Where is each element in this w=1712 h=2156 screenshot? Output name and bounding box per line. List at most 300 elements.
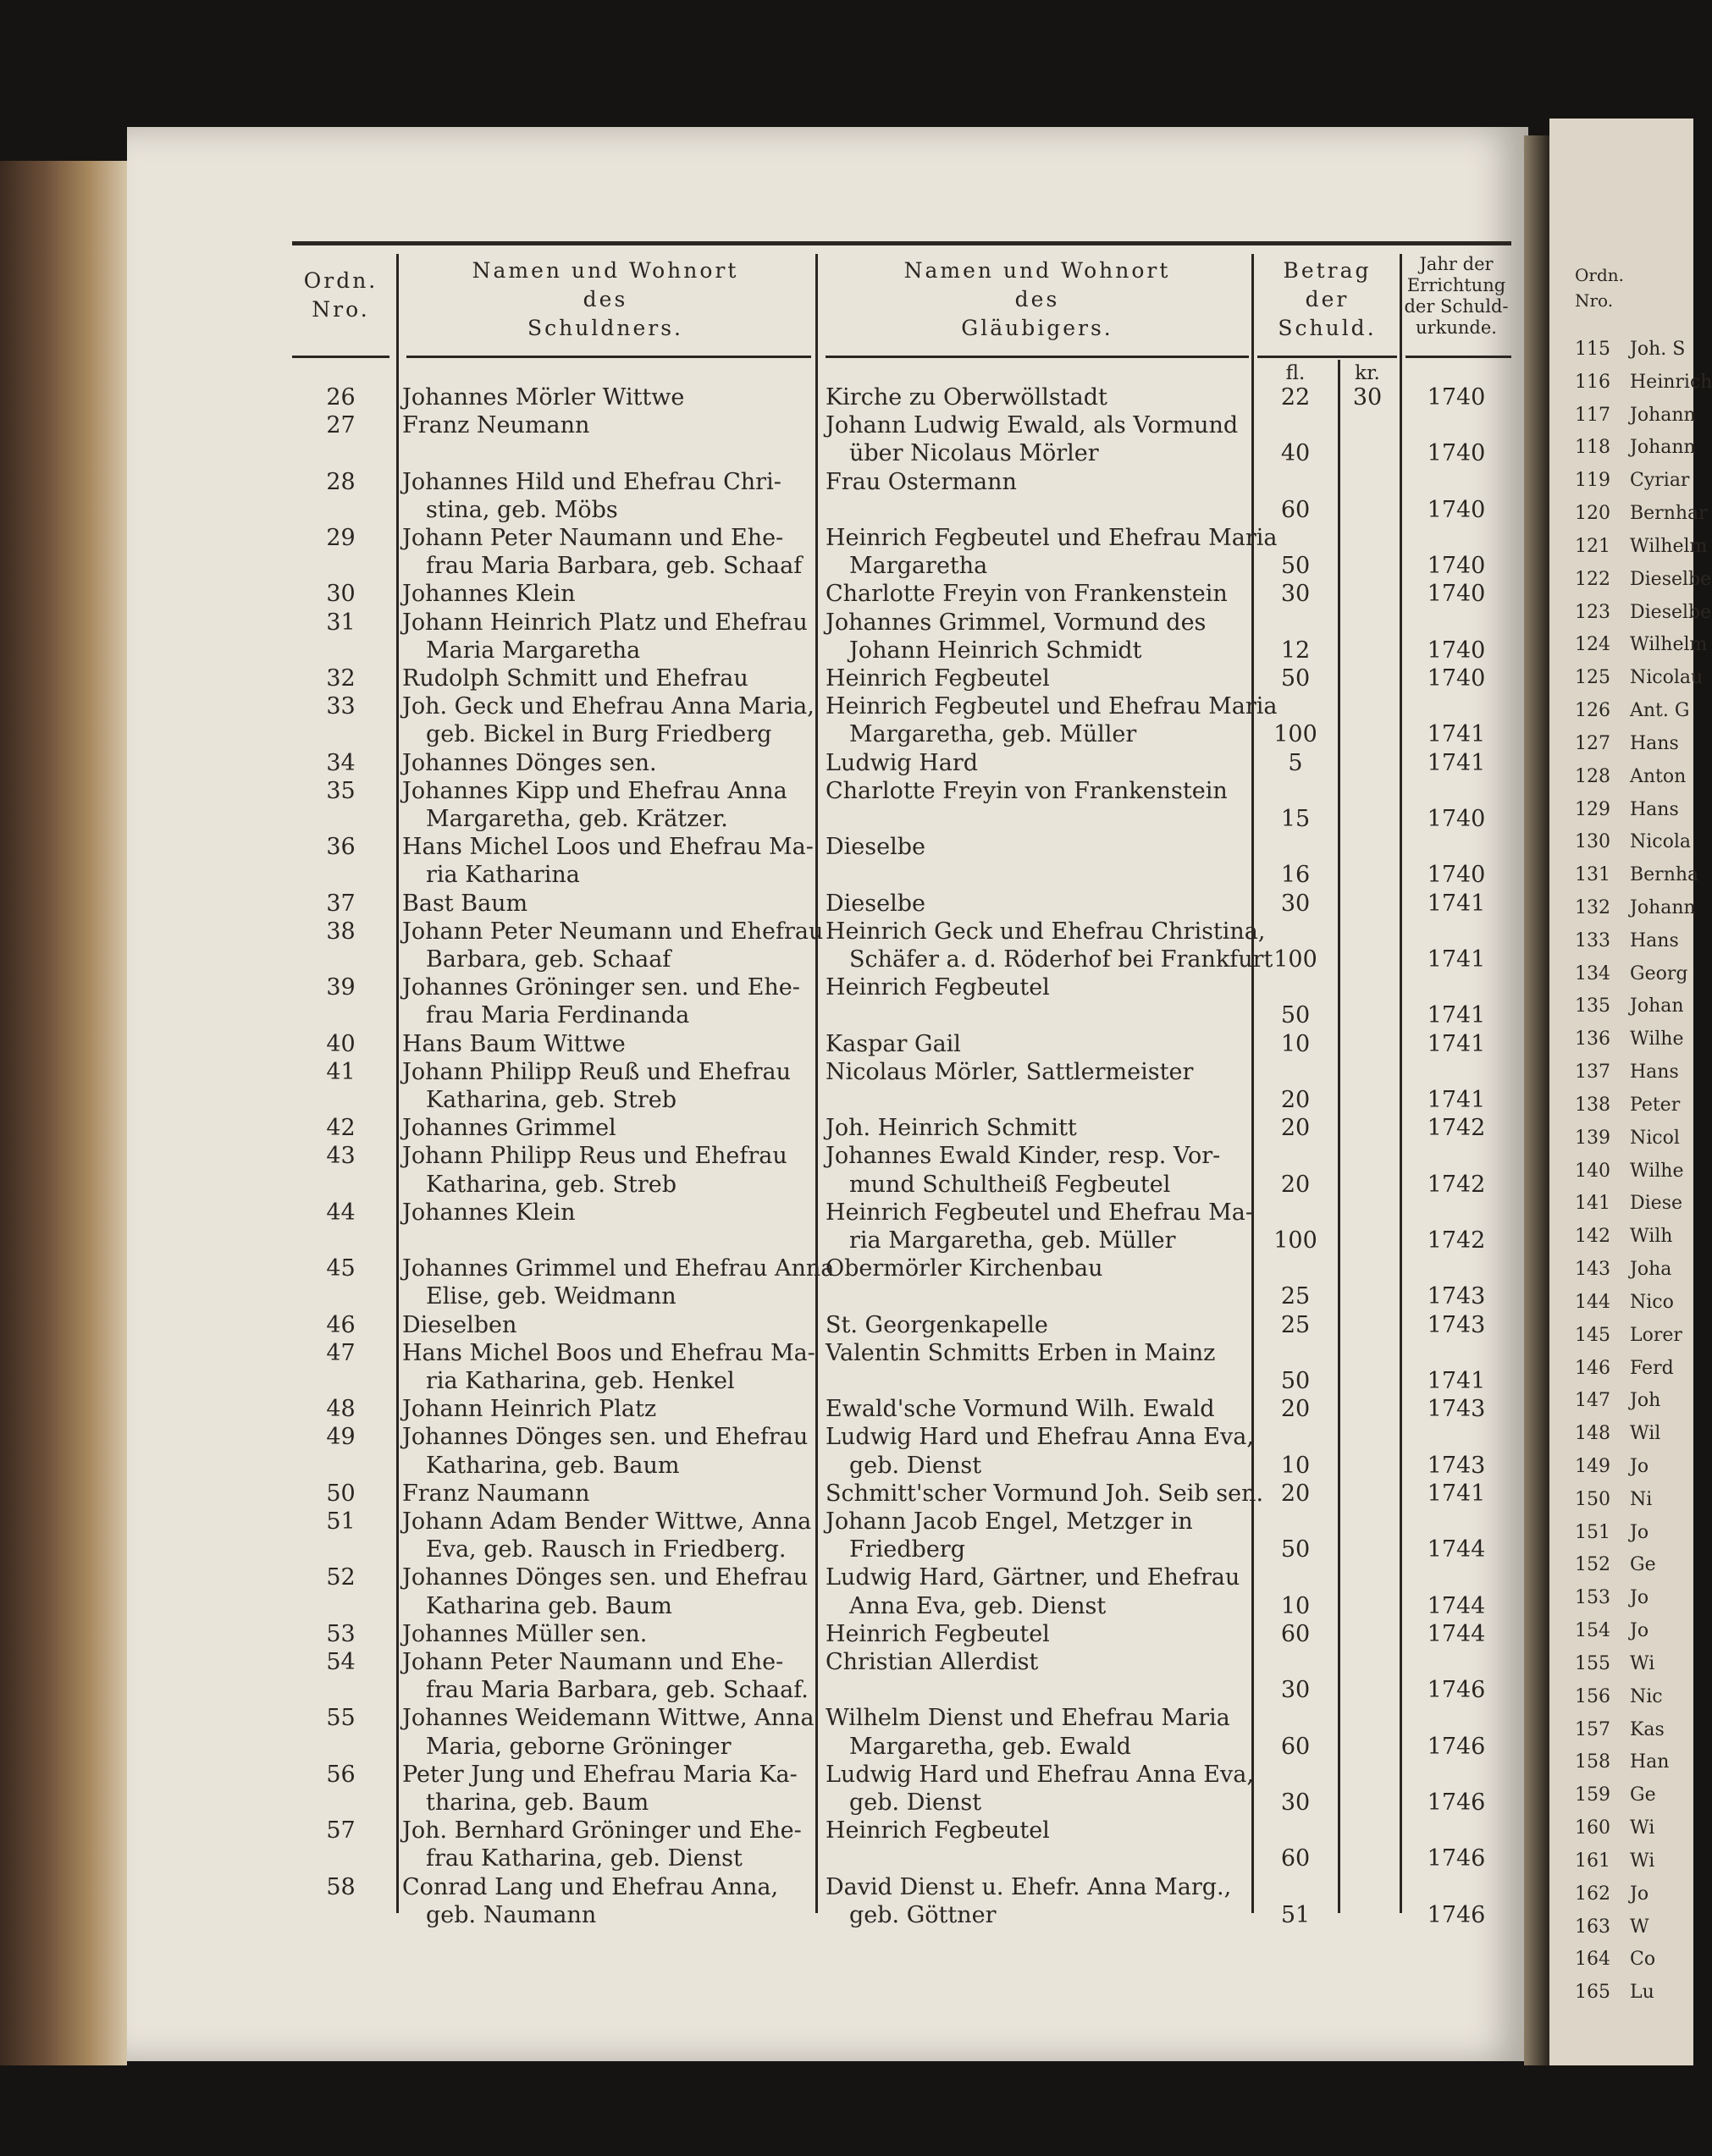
right-page-row-name: Hans (1630, 1061, 1679, 1084)
row-number: 52 (326, 1564, 356, 1591)
year-of-record: 1742 (1427, 1227, 1486, 1254)
header-betrag-line3: Schuld. (1278, 316, 1377, 340)
amount-gulden: 50 (1280, 1368, 1311, 1394)
amount-gulden: 100 (1273, 721, 1317, 748)
right-page-row-number: 148 (1575, 1423, 1610, 1445)
amount-gulden: 60 (1280, 1620, 1311, 1647)
debtor-name: Conrad Lang und Ehefrau Anna, (402, 1873, 779, 1900)
debtor-name: Johann Heinrich Platz und Ehefrau (402, 609, 808, 636)
right-page-row-name: Hans (1630, 732, 1679, 754)
creditor-name: St. Georgenkapelle (826, 1311, 1048, 1338)
creditor-name: Heinrich Fegbeutel (826, 1817, 1050, 1844)
right-page-row-number: 144 (1575, 1291, 1610, 1313)
creditor-name: Dieselbe (826, 890, 925, 917)
right-page-row-name: Wilhelm (1630, 634, 1708, 656)
creditor-name: Ludwig Hard, Gärtner, und Ehefrau (826, 1564, 1240, 1591)
creditor-name: Heinrich Fegbeutel und Ehefrau Ma- (826, 1199, 1253, 1226)
debtor-name: Johann Philipp Reuß und Ehefrau (402, 1058, 791, 1085)
header-fl: fl. (1285, 362, 1306, 384)
right-page-row-number: 116 (1575, 371, 1610, 393)
creditor-name: Schmitt'scher Vormund Joh. Seib sen. (826, 1480, 1264, 1507)
right-page-row-number: 149 (1575, 1456, 1610, 1477)
creditor-name: Frau Ostermann (826, 468, 1017, 495)
row-number: 44 (326, 1199, 356, 1226)
amount-gulden: 10 (1280, 1592, 1311, 1619)
debtor-name: ria Katharina, geb. Henkel (426, 1368, 735, 1394)
right-page-row-number: 159 (1575, 1784, 1610, 1806)
amount-gulden: 10 (1280, 1030, 1311, 1057)
debtor-name: Johannes Klein (402, 581, 576, 608)
row-number: 38 (326, 918, 356, 945)
right-page-row-number: 127 (1575, 732, 1610, 754)
right-page-row-number: 162 (1575, 1883, 1610, 1905)
row-number: 39 (326, 974, 356, 1001)
debtor-name: Dieselben (402, 1311, 517, 1338)
header-rule-betrag (1257, 356, 1397, 358)
row-number: 55 (326, 1705, 356, 1732)
right-page-row-number: 137 (1575, 1061, 1610, 1084)
year-of-record: 1742 (1427, 1171, 1486, 1198)
creditor-name: geb. Göttner (849, 1901, 997, 1928)
right-page-row-number: 139 (1575, 1127, 1610, 1149)
right-page-row-name: Ge (1630, 1784, 1656, 1806)
header-ordn-line2: Nro. (312, 297, 370, 322)
right-page-row-name: Wilhe (1630, 1160, 1684, 1182)
year-of-record: 1741 (1427, 1480, 1486, 1507)
creditor-name: geb. Dienst (849, 1789, 982, 1816)
debtor-name: Joh. Bernhard Gröninger und Ehe- (402, 1817, 802, 1844)
debtor-name: frau Katharina, geb. Dienst (426, 1845, 743, 1872)
creditor-name: Heinrich Fegbeutel und Ehefrau Maria (826, 693, 1278, 720)
header-jahr (1401, 254, 1511, 339)
row-number: 47 (326, 1339, 356, 1366)
year-of-record: 1746 (1427, 1677, 1486, 1704)
right-page-row-name: Joh (1630, 1390, 1661, 1412)
creditor-name: Margaretha, geb. Ewald (849, 1733, 1131, 1760)
right-page-row-name: Ni (1630, 1488, 1653, 1510)
year-of-record: 1740 (1427, 440, 1486, 467)
header-rule-glaeubiger (826, 356, 1249, 358)
debtor-name: Katharina, geb. Streb (426, 1087, 677, 1113)
right-page-row-number: 145 (1575, 1324, 1610, 1346)
creditor-name: Johannes Ewald Kinder, resp. Vor- (826, 1143, 1221, 1170)
amount-gulden: 15 (1280, 806, 1311, 832)
creditor-name: Margaretha (849, 553, 988, 580)
right-page-row-name: Joha (1630, 1259, 1672, 1281)
header-rule-ordn (292, 356, 389, 358)
creditor-name: Valentin Schmitts Erben in Mainz (826, 1339, 1216, 1366)
debtor-name: Johannes Weidemann Wittwe, Anna (402, 1705, 815, 1732)
row-number: 45 (326, 1255, 356, 1282)
right-page-row-name: Bernha (1630, 864, 1699, 886)
right-page-row-name: Wi (1630, 1850, 1655, 1872)
year-of-record: 1740 (1427, 665, 1486, 692)
debtor-name: Peter Jung und Ehefrau Maria Ka- (402, 1761, 798, 1788)
right-page-row-name: Heinrich (1630, 371, 1712, 393)
creditor-name: David Dienst u. Ehefr. Anna Marg., (826, 1873, 1232, 1900)
row-number: 29 (326, 525, 356, 551)
right-page-row-number: 123 (1575, 601, 1610, 623)
right-page-row-name: Lu (1630, 1982, 1654, 2004)
row-number: 48 (326, 1396, 356, 1423)
amount-gulden: 30 (1280, 1789, 1311, 1816)
column-divider-3 (1251, 254, 1254, 1913)
debtor-name: Barbara, geb. Schaaf (426, 946, 671, 973)
debtor-name: ria Katharina (426, 862, 580, 889)
row-number: 43 (326, 1143, 356, 1170)
right-page-row-number: 153 (1575, 1587, 1610, 1609)
right-page-row-name: Nicol (1630, 1127, 1680, 1149)
header-ordn-line1: Ordn. (303, 268, 378, 293)
row-number: 37 (326, 890, 356, 917)
header-kr: kr. (1355, 362, 1380, 384)
year-of-record: 1746 (1427, 1901, 1486, 1928)
debtor-name: Franz Neumann (402, 412, 590, 439)
row-number: 42 (326, 1115, 356, 1142)
right-page-row-name: Joh. S (1630, 339, 1686, 360)
header-schuldner-line2: des (583, 287, 628, 312)
right-page-row-number: 140 (1575, 1160, 1610, 1182)
debtor-name: Johannes Dönges sen. und Ehefrau (402, 1424, 809, 1451)
amount-gulden: 40 (1280, 440, 1311, 467)
right-page-header (1575, 262, 1624, 313)
creditor-name: Dieselbe (826, 834, 925, 861)
debtor-name: stina, geb. Möbs (426, 496, 618, 523)
amount-gulden: 30 (1280, 890, 1311, 917)
right-page-row-number: 146 (1575, 1357, 1610, 1379)
year-of-record: 1740 (1427, 553, 1486, 580)
creditor-name: Ludwig Hard und Ehefrau Anna Eva, (826, 1424, 1254, 1451)
right-page-row-name: Dieselbe (1630, 601, 1712, 623)
creditor-name: Johann Jacob Engel, Metzger in (826, 1508, 1193, 1535)
right-page-row-number: 122 (1575, 568, 1610, 590)
book-gutter (1524, 135, 1549, 2065)
right-page-row-number: 150 (1575, 1488, 1610, 1510)
right-page-row-name: Dieselbe (1630, 568, 1712, 590)
debtor-name: Johannes Hild und Ehefrau Chri- (402, 468, 781, 495)
amount-gulden: 20 (1280, 1115, 1311, 1142)
right-page-row-number: 131 (1575, 864, 1610, 886)
creditor-name: Obermörler Kirchenbau (826, 1255, 1103, 1282)
right-page-row-number: 125 (1575, 667, 1610, 689)
right-page-row-number: 132 (1575, 897, 1610, 918)
creditor-name: über Nicolaus Mörler (849, 440, 1099, 467)
right-page-row-name: Jo (1630, 1521, 1649, 1543)
right-page-fragment (1549, 119, 1712, 2065)
header-rule-schuldner (406, 356, 811, 358)
right-page-row-name: Wilhe (1630, 1028, 1684, 1050)
right-page-row-name: Ferd (1630, 1357, 1674, 1379)
column-divider-kr (1338, 360, 1340, 1913)
right-page-row-number: 143 (1575, 1259, 1610, 1281)
right-page-row-name: Nico (1630, 1291, 1674, 1313)
creditor-name: Wilhelm Dienst und Ehefrau Maria (826, 1705, 1230, 1732)
row-number: 50 (326, 1480, 356, 1507)
debtor-name: geb. Bickel in Burg Friedberg (426, 721, 772, 748)
creditor-name: Friedberg (849, 1536, 965, 1563)
debtor-name: Maria Margaretha (426, 637, 641, 664)
debtor-name: Johannes Dönges sen. und Ehefrau (402, 1564, 809, 1591)
row-number: 35 (326, 777, 356, 804)
right-page-row-number: 154 (1575, 1620, 1610, 1642)
debtor-name: Johann Peter Naumann und Ehe- (402, 1649, 784, 1675)
right-page-row-name: Wi (1630, 1652, 1655, 1674)
creditor-name: Heinrich Geck und Ehefrau Christina, (826, 918, 1266, 945)
right-page-row-number: 155 (1575, 1652, 1610, 1674)
debt-register-table (292, 241, 1511, 1926)
row-number: 28 (326, 468, 356, 495)
amount-gulden: 60 (1280, 1733, 1311, 1760)
right-page-row-number: 128 (1575, 765, 1610, 787)
amount-gulden: 20 (1280, 1171, 1311, 1198)
row-number: 56 (326, 1761, 356, 1788)
debtor-name: Johannes Mörler Wittwe (402, 384, 685, 411)
right-page-row-number: 147 (1575, 1390, 1610, 1412)
creditor-name: Ewald'sche Vormund Wilh. Ewald (826, 1396, 1215, 1423)
right-page-row-number: 136 (1575, 1028, 1610, 1050)
amount-gulden: 60 (1280, 496, 1311, 523)
amount-gulden: 100 (1273, 1227, 1317, 1254)
creditor-name: Ludwig Hard (826, 749, 979, 776)
row-number: 54 (326, 1649, 356, 1675)
right-page-row-number: 130 (1575, 831, 1610, 853)
header-jahr-line4: urkunde. (1416, 317, 1497, 338)
debtor-name: Johann Peter Naumann und Ehe- (402, 525, 784, 551)
right-page-row-number: 158 (1575, 1751, 1610, 1773)
right-page-row-name: W (1630, 1916, 1649, 1938)
amount-gulden: 50 (1280, 553, 1311, 580)
row-number: 41 (326, 1058, 356, 1085)
right-page-row-number: 124 (1575, 634, 1610, 656)
year-of-record: 1743 (1427, 1396, 1486, 1423)
right-page-row-number: 141 (1575, 1193, 1610, 1215)
row-number: 57 (326, 1817, 356, 1844)
right-page-row-name: Jo (1630, 1456, 1649, 1477)
debtor-name: Bast Baum (402, 890, 528, 917)
amount-gulden: 30 (1280, 581, 1311, 608)
amount-gulden: 50 (1280, 1002, 1311, 1029)
year-of-record: 1743 (1427, 1311, 1486, 1338)
row-number: 31 (326, 609, 356, 636)
amount-gulden: 60 (1280, 1845, 1311, 1872)
debtor-name: Katharina geb. Baum (426, 1592, 672, 1619)
debtor-name: Margaretha, geb. Krätzer. (426, 806, 728, 832)
debtor-name: Joh. Geck und Ehefrau Anna Maria, (402, 693, 815, 720)
amount-gulden: 20 (1280, 1396, 1311, 1423)
amount-gulden: 30 (1280, 1677, 1311, 1704)
right-page-row-number: 161 (1575, 1850, 1610, 1872)
year-of-record: 1740 (1427, 637, 1486, 664)
year-of-record: 1741 (1427, 1002, 1486, 1029)
amount-gulden: 22 (1280, 384, 1311, 411)
creditor-name: Johann Ludwig Ewald, als Vormund (826, 412, 1239, 439)
row-number: 46 (326, 1311, 356, 1338)
header-glaeubiger-line3: Gläubigers. (961, 316, 1113, 340)
year-of-record: 1744 (1427, 1536, 1486, 1563)
debtor-name: Johann Peter Neumann und Ehefrau (402, 918, 824, 945)
right-page-row-number: 121 (1575, 535, 1610, 557)
creditor-name: Kirche zu Oberwöllstadt (826, 384, 1107, 411)
creditor-name: mund Schultheiß Fegbeutel (849, 1171, 1171, 1198)
column-divider-1 (396, 254, 399, 1913)
right-page-header-line2: Nro. (1575, 290, 1614, 311)
right-page-row-number: 133 (1575, 929, 1610, 951)
right-page-row-name: Lorer (1630, 1324, 1682, 1346)
header-betrag-line1: Betrag (1283, 258, 1372, 283)
right-page-row-name: Kas (1630, 1718, 1665, 1740)
amount-gulden: 100 (1273, 946, 1317, 973)
debtor-name: Elise, geb. Weidmann (426, 1283, 677, 1310)
year-of-record: 1744 (1427, 1620, 1486, 1647)
debtor-name: Johann Philipp Reus und Ehefrau (402, 1143, 787, 1170)
year-of-record: 1744 (1427, 1592, 1486, 1619)
right-page-row-name: Wi (1630, 1817, 1655, 1839)
debtor-name: Katharina, geb. Streb (426, 1171, 677, 1198)
right-page-row-number: 160 (1575, 1817, 1610, 1839)
debtor-name: geb. Naumann (426, 1901, 597, 1928)
header-rule-jahr (1405, 356, 1511, 358)
amount-gulden: 51 (1280, 1901, 1311, 1928)
creditor-name: Ludwig Hard und Ehefrau Anna Eva, (826, 1761, 1254, 1788)
debtor-name: Johannes Klein (402, 1199, 576, 1226)
debtor-name: Hans Baum Wittwe (402, 1030, 626, 1057)
right-page-row-number: 165 (1575, 1982, 1610, 2004)
amount-kreuzer: 30 (1352, 384, 1383, 411)
row-number: 58 (326, 1873, 356, 1900)
year-of-record: 1741 (1427, 946, 1486, 973)
right-page-row-name: Johann (1630, 437, 1696, 459)
amount-gulden: 12 (1280, 637, 1311, 664)
row-number: 34 (326, 749, 356, 776)
row-number: 32 (326, 665, 356, 692)
right-page-row-name: Hans (1630, 798, 1679, 820)
creditor-name: Kaspar Gail (826, 1030, 961, 1057)
header-schuldner-line3: Schuldners. (527, 316, 683, 340)
right-page-row-name: Bernhar (1630, 503, 1708, 525)
right-page-row-name: Johann (1630, 897, 1696, 918)
creditor-name: Nicolaus Mörler, Sattlermeister (826, 1058, 1194, 1085)
year-of-record: 1743 (1427, 1283, 1486, 1310)
top-rule (292, 241, 1511, 245)
debtor-name: Hans Michel Boos und Ehefrau Ma- (402, 1339, 815, 1366)
right-page-row-number: 138 (1575, 1094, 1610, 1116)
right-page-row-number: 119 (1575, 470, 1610, 492)
right-page-row-name: Jo (1630, 1620, 1649, 1642)
right-page-row-name: Johan (1630, 995, 1684, 1017)
right-page-row-name: Wilh (1630, 1226, 1673, 1248)
right-page-row-name: Wilhelm (1630, 535, 1708, 557)
right-page-row-name: Anton (1630, 765, 1687, 787)
creditor-name: geb. Dienst (849, 1452, 982, 1479)
creditor-name: Margaretha, geb. Müller (849, 721, 1137, 748)
row-number: 33 (326, 693, 356, 720)
right-page-row-number: 157 (1575, 1718, 1610, 1740)
right-page-row-name: Diese (1630, 1193, 1683, 1215)
amount-gulden: 20 (1280, 1087, 1311, 1113)
header-schuldner (398, 256, 813, 343)
creditor-name: Anna Eva, geb. Dienst (849, 1592, 1107, 1619)
right-page-row-number: 151 (1575, 1521, 1610, 1543)
debtor-name: Johannes Grimmel und Ehefrau Anna (402, 1255, 835, 1282)
debtor-name: Johann Adam Bender Wittwe, Anna (402, 1508, 812, 1535)
right-page-row-name: Nicolau (1630, 667, 1704, 689)
debtor-name: frau Maria Ferdinanda (426, 1002, 690, 1029)
creditor-name: Johann Heinrich Schmidt (849, 637, 1142, 664)
header-betrag-line2: der (1305, 287, 1350, 312)
right-page-row-number: 156 (1575, 1685, 1610, 1707)
right-page-row-number: 118 (1575, 437, 1610, 459)
right-page-row-number: 126 (1575, 700, 1610, 722)
right-page-row-number: 115 (1575, 339, 1610, 360)
right-page-row-name: Co (1630, 1949, 1656, 1971)
right-page-row-name: Han (1630, 1751, 1670, 1773)
creditor-name: Joh. Heinrich Schmitt (826, 1115, 1077, 1142)
debtor-name: Maria, geborne Gröninger (426, 1733, 732, 1760)
header-glaeubiger-line1: Namen und Wohnort (903, 258, 1171, 283)
year-of-record: 1741 (1427, 1368, 1486, 1394)
debtor-name: Rudolph Schmitt und Ehefrau (402, 665, 748, 692)
debtor-name: Hans Michel Loos und Ehefrau Ma- (402, 834, 814, 861)
year-of-record: 1740 (1427, 496, 1486, 523)
right-page-row-number: 164 (1575, 1949, 1610, 1971)
amount-gulden: 50 (1280, 665, 1311, 692)
creditor-name: Heinrich Fegbeutel (826, 665, 1050, 692)
amount-gulden: 25 (1280, 1311, 1311, 1338)
right-page-row-name: Hans (1630, 929, 1679, 951)
year-of-record: 1740 (1427, 581, 1486, 608)
debtor-name: Johannes Müller sen. (402, 1620, 648, 1647)
right-page-row-number: 152 (1575, 1554, 1610, 1576)
right-page-row-name: Wil (1630, 1423, 1661, 1445)
debtor-name: Johannes Dönges sen. (402, 749, 657, 776)
amount-gulden: 25 (1280, 1283, 1311, 1310)
right-page-row-number: 117 (1575, 404, 1610, 426)
right-page-row-number: 163 (1575, 1916, 1610, 1938)
row-number: 51 (326, 1508, 356, 1535)
year-of-record: 1743 (1427, 1452, 1486, 1479)
header-glaeubiger-line2: des (1014, 287, 1060, 312)
debtor-name: tharina, geb. Baum (426, 1789, 649, 1816)
creditor-name: ria Margaretha, geb. Müller (849, 1227, 1176, 1254)
right-page-row-name: Nic (1630, 1685, 1663, 1707)
debtor-name: Johannes Gröninger sen. und Ehe- (402, 974, 800, 1001)
debtor-name: Johann Heinrich Platz (402, 1396, 657, 1423)
row-number: 30 (326, 581, 356, 608)
header-jahr-line1: Jahr der (1419, 254, 1494, 274)
right-page-row-name: Georg (1630, 962, 1688, 984)
year-of-record: 1741 (1427, 1030, 1486, 1057)
row-number: 36 (326, 834, 356, 861)
right-page-row-number: 135 (1575, 995, 1610, 1017)
creditor-name: Heinrich Fegbeutel (826, 974, 1050, 1001)
right-page-row-number: 134 (1575, 962, 1610, 984)
year-of-record: 1740 (1427, 806, 1486, 832)
column-divider-2 (815, 254, 818, 1913)
creditor-name: Johannes Grimmel, Vormund des (826, 609, 1207, 636)
amount-gulden: 16 (1280, 862, 1311, 889)
header-jahr-line2: Errichtung (1406, 275, 1506, 295)
debtor-name: frau Maria Barbara, geb. Schaaf (426, 553, 803, 580)
year-of-record: 1746 (1427, 1845, 1486, 1872)
amount-gulden: 50 (1280, 1536, 1311, 1563)
creditor-name: Christian Allerdist (826, 1649, 1039, 1675)
debtor-name: Johannes Grimmel (402, 1115, 616, 1142)
amount-gulden: 20 (1280, 1480, 1311, 1507)
row-number: 40 (326, 1030, 356, 1057)
header-schuldner-line1: Namen und Wohnort (472, 258, 739, 283)
right-page-row-name: Peter (1630, 1094, 1681, 1116)
year-of-record: 1746 (1427, 1789, 1486, 1816)
